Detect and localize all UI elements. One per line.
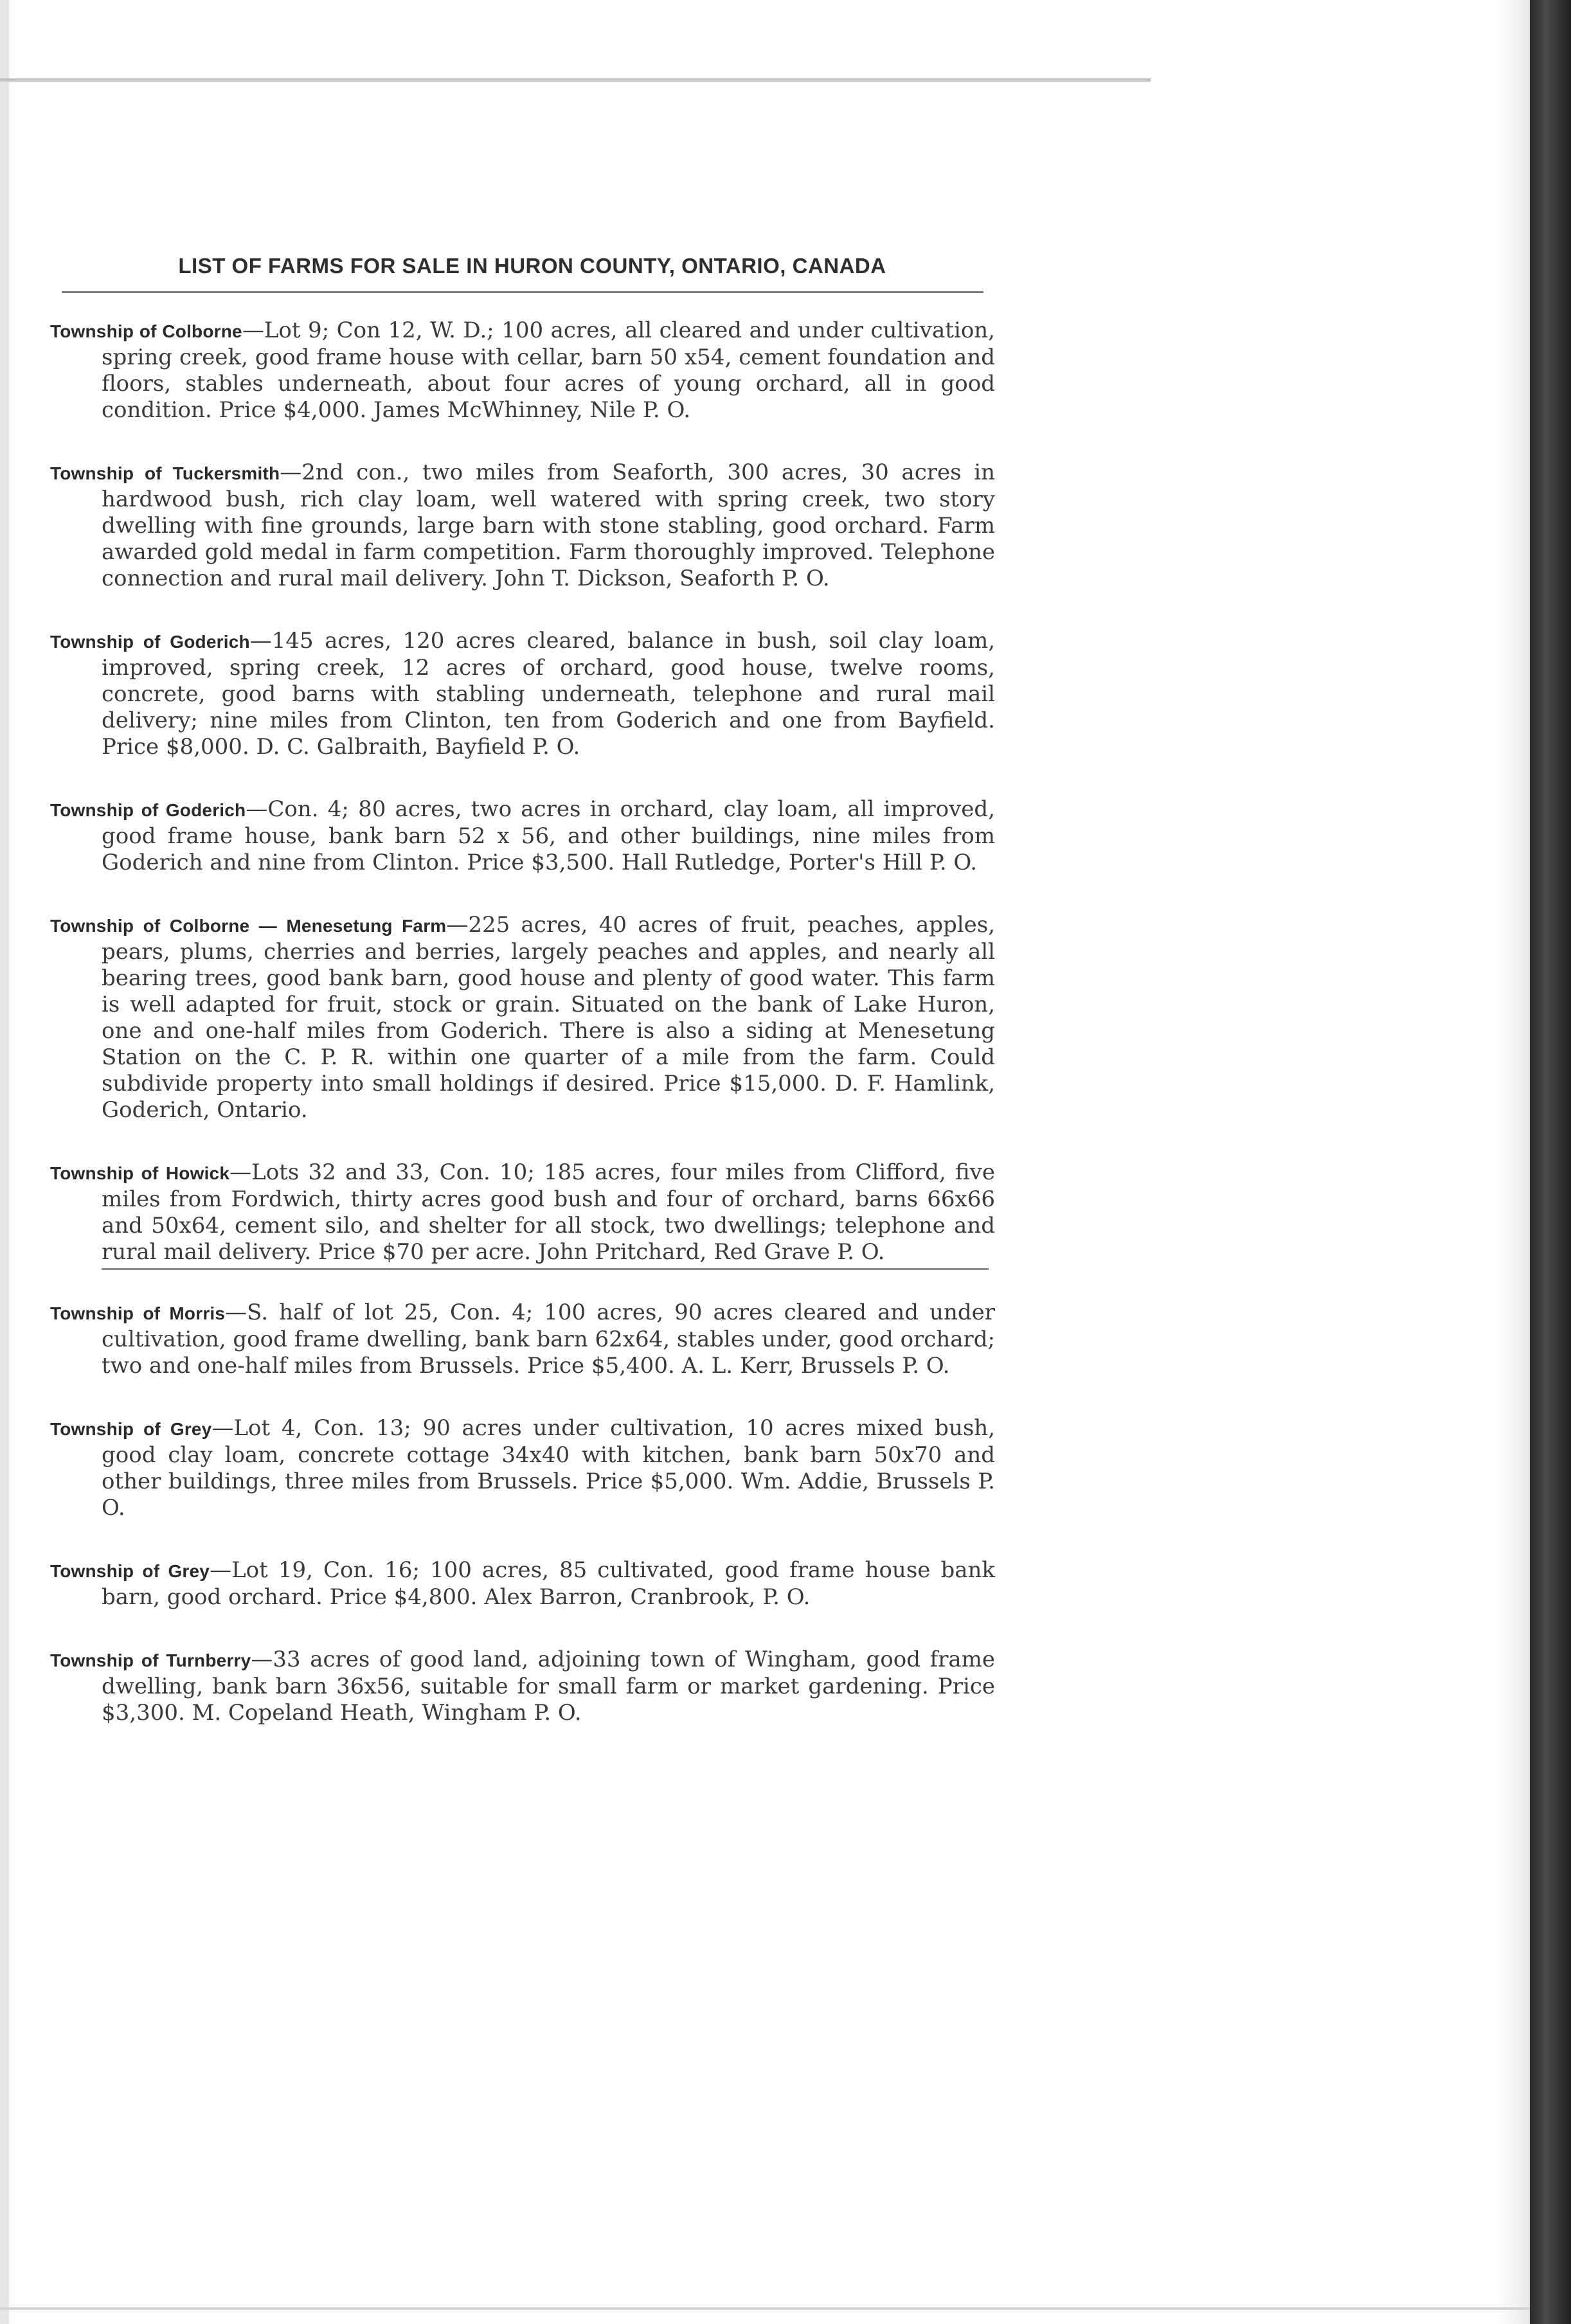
farm-listing <box>50 912 995 1123</box>
listing-details: —225 acres, 40 acres of fruit, peaches, apples, pears, plums, cherries and berries, largely peaches and apples, and nearly all bearing trees, good bank barn, good house and plenty of good water. This farm is well adapted for fruit, stock or grain. Situated on the bank of Lake Huron, one and one-half miles from Goderich. There is also a siding at Menesetung Station on the C. P. R. within one quarter of a mile from the farm. Could subdivide property into small holdings if desired. Price $15,000. D. F. Hamlink, Goderich, Ontario. <box>102 912 995 1123</box>
farm-listing <box>50 317 995 424</box>
listing-township: Township of Howick <box>50 1163 230 1183</box>
listing-details: —Lot 9; Con 12, W. D.; 100 acres, all cleared and under cultivation, spring creek, good frame house with cellar, barn 50 x54, cement foundation and floors, stables underneath, about four acres of young orchard, all in good condition. Price $4,000. James McWhinney, Nile P. O. <box>102 317 995 423</box>
listing-township: Township of Colborne — Menesetung Farm <box>50 916 447 936</box>
listing-details: —Lot 19, Con. 16; 100 acres, 85 cultivated, good frame house bank barn, good orchard. Price $4,800. Alex Barron, Cranbrook, P. O. <box>102 1557 995 1610</box>
listing-details: —Lot 4, Con. 13; 90 acres under cultivation, 10 acres mixed bush, good clay loam, concrete cottage 34x40 with kitchen, bank barn 50x70 and other buildings, three miles from Brussels. Price $5,000. Wm. Addie, Brussels P. O. <box>102 1415 995 1521</box>
listing-details: —2nd con., two miles from Seaforth, 300 acres, 30 acres in hardwood bush, rich clay loam, well watered with spring creek, two story dwelling with fine grounds, large barn with stone stabling, good orchard. Farm awarded gold medal in farm competition. Farm thoroughly improved. Telephone connection and rural mail delivery. John T. Dickson, Seaforth P. O. <box>102 460 995 591</box>
listing-details: —Lots 32 and 33, Con. 10; 185 acres, four miles from Clifford, five miles from Fordwich, thirty acres good bush and four of orchard, barns 66x66 and 50x64, cement silo, and shelter for all stock, two dwellings; telephone and rural mail delivery. Price $70 per acre. John Pritchard, Red Grave P. O. <box>102 1159 995 1265</box>
page-left-edge <box>0 0 9 2324</box>
page-right-edge-shadow <box>1498 0 1530 2324</box>
page-title: LIST OF FARMS FOR SALE IN HURON COUNTY, ONTARIO, CANADA <box>178 254 886 278</box>
listing-township: Township of Goderich <box>50 800 246 820</box>
farm-listing <box>50 796 995 876</box>
scan-dark-border <box>1530 0 1571 2324</box>
page-top-rule <box>0 78 1151 82</box>
listing-township: Township of Tuckersmith <box>50 463 280 483</box>
listing-details: —33 acres of good land, adjoining town of Wingham, good frame dwelling, bank barn 36x56, suitable for small farm or market gardening. Price $3,300. M. Copeland Heath, Wingham P. O. <box>102 1647 995 1726</box>
page-bottom-rule <box>0 2307 1530 2310</box>
listing-township: Township of Grey <box>50 1561 210 1581</box>
listing-details: —S. half of lot 25, Con. 4; 100 acres, 90 acres cleared and under cultivation, good frame dwelling, bank barn 62x64, stables under, good orchard; two and one-half miles from Brussels. Price $5,400. A. L. Kerr, Brussels P. O. <box>102 1300 995 1379</box>
farm-listing <box>50 1415 995 1521</box>
farm-listing <box>50 628 995 760</box>
farm-listing <box>50 1159 995 1265</box>
listing-township: Township of Turnberry <box>50 1650 251 1670</box>
listing-township: Township of Grey <box>50 1419 212 1439</box>
section-divider <box>102 1268 989 1270</box>
farm-listing <box>50 1557 995 1611</box>
farm-listing <box>50 460 995 592</box>
listing-details: —Con. 4; 80 acres, two acres in orchard, clay loam, all improved, good frame house, bank barn 52 x 56, and other buildings, nine miles from Goderich and nine from Clinton. Price $3,500. Hall Rutledge, Porter's Hill P. O. <box>102 796 995 875</box>
listing-township: Township of Goderich <box>50 632 250 652</box>
listing-township: Township of Morris <box>50 1303 226 1323</box>
listing-details: —145 acres, 120 acres cleared, balance in bush, soil clay loam, improved, spring creek, 12 acres of orchard, good house, twelve rooms, concrete, good barns with stabling underneath, telephone and rural mail delivery; nine miles from Clinton, ten from Goderich and one from Bayfield. Price $8,000. D. C. Galbraith, Bayfield P. O. <box>102 628 995 760</box>
document-content <box>50 254 995 1762</box>
farm-listing <box>50 1647 995 1726</box>
listing-township: Township of Colborne <box>50 321 242 341</box>
farm-listing <box>50 1300 995 1379</box>
title-divider <box>62 291 983 293</box>
